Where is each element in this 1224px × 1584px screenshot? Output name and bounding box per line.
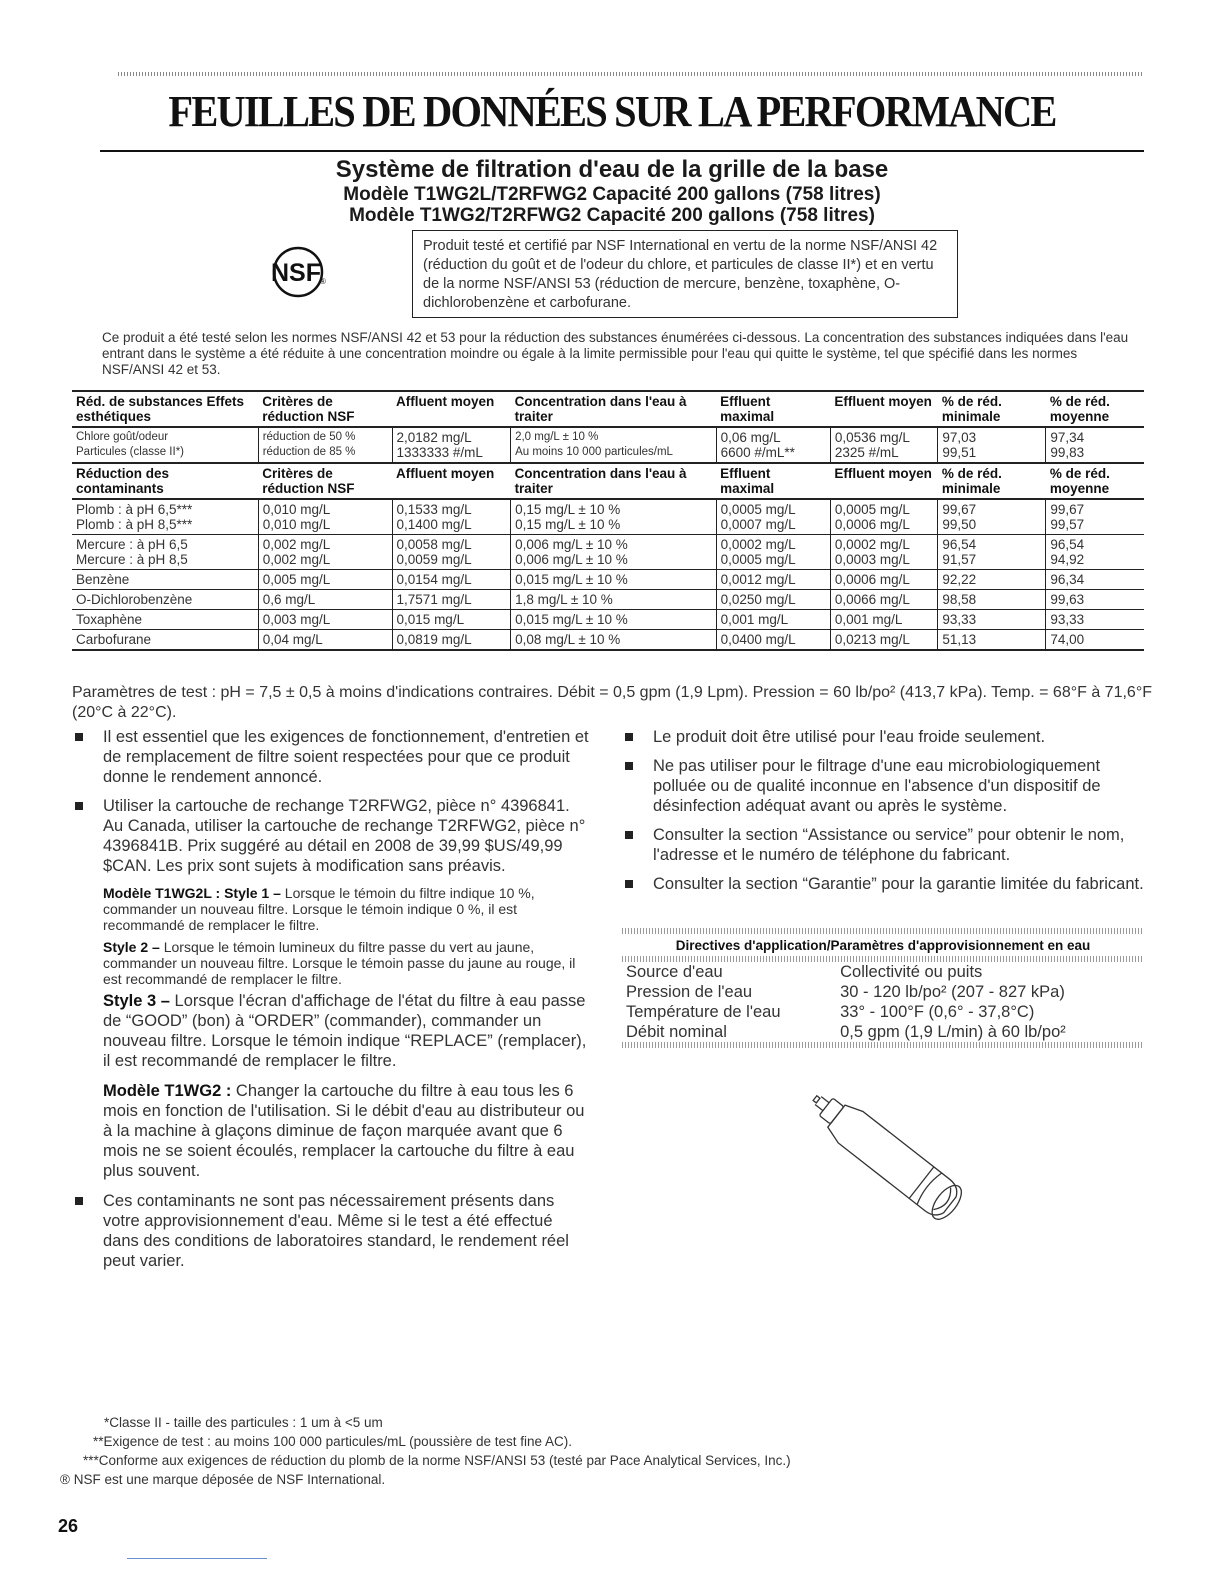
t1wg2-note (103, 1081, 592, 1181)
table-cell: 0,005 mg/L (258, 570, 392, 590)
table-cell: 0,003 mg/L (258, 610, 392, 630)
table-cell: 97,34 99,83 (1046, 427, 1144, 463)
table-cell: 0,001 mg/L (716, 610, 830, 630)
directive-value: 33° - 100°F (0,6° - 37,8°C) (840, 1003, 1035, 1021)
table-cell: Carbofurane (72, 630, 258, 651)
style3-label: Style 3 – (103, 992, 170, 1010)
table-cell: Plomb : à pH 6,5*** Plomb : à pH 8,5*** (72, 499, 258, 535)
table-cell: 0,0005 mg/L 0,0006 mg/L (830, 499, 938, 535)
directive-value: Collectivité ou puits (840, 963, 983, 981)
page-number: 26 (58, 1516, 79, 1536)
bullet-item: Consulter la section “Garantie” pour la garantie limitée du fabricant. (622, 874, 1144, 894)
bullet-item: Ces contaminants ne sont pas nécessairement présents dans votre approvisionnement d'eau. Même si le test a été effectué dans des conditions de laboratoires standard, le rendement réel peut varier. (72, 1191, 592, 1271)
table-header-cell: Affluent moyen (392, 391, 511, 427)
nsf-logo (258, 246, 338, 298)
nsf-logo-text: NSF (271, 259, 321, 287)
footnotes (60, 1413, 1060, 1489)
bullet-item: Ne pas utiliser pour le filtrage d'une eau microbiologiquement polluée ou de qualité inconnue en l'absence d'un dispositif de désinfection adéquat avant ou après le système. (622, 756, 1144, 816)
table-cell: Benzène (72, 570, 258, 590)
table-header-cell: % de réd. moyenne (1046, 463, 1144, 499)
table-cell: 0,0002 mg/L 0,0003 mg/L (830, 535, 938, 570)
table-cell: 99,67 99,50 (938, 499, 1046, 535)
table-cell: réduction de 50 % réduction de 85 % (258, 427, 392, 463)
directive-label: Source d'eau (626, 963, 723, 981)
style3-text: Lorsque l'écran d'affichage de l'état du filtre à eau passe de “GOOD” (bon) à “ORDER” (commander), commander un nouveau filtre. Lorsque le témoin indique “REPLACE” (remplacer), il est recommandé de remplacer le filtre. (103, 992, 587, 1070)
directive-row (622, 962, 1144, 982)
style2-label: Style 2 – (103, 939, 160, 955)
style2-note (103, 939, 592, 987)
table-cell: 99,67 99,57 (1046, 499, 1144, 535)
table-cell: Chlore goût/odeur Particules (classe II*) (72, 427, 258, 463)
contaminant-header-row (72, 463, 1144, 499)
table-cell: 0,002 mg/L 0,002 mg/L (258, 535, 392, 570)
table-header-cell: Concentration dans l'eau à traiter (511, 391, 717, 427)
table-cell: 96,54 91,57 (938, 535, 1046, 570)
style1-note (103, 885, 592, 933)
filter-cartridge-illustration (790, 1088, 990, 1228)
table-cell: 2,0182 mg/L 1333333 #/mL (392, 427, 511, 463)
bullet-item: Utiliser la cartouche de rechange T2RFWG2, pièce n° 4396841. Au Canada, utiliser la cartouche de rechange T2RFWG2, pièce n° 4396841B. Prix suggéré au détail en 2008 de 39,99 $US/49,99 $CAN. Les prix sont sujets à modification sans préavis. (72, 796, 592, 876)
table-row (72, 610, 1144, 630)
table-cell: 0,0005 mg/L 0,0007 mg/L (716, 499, 830, 535)
system-subtitle: Système de filtration d'eau de la grille de la base (335, 156, 889, 183)
table-header-cell: Critères de réduction NSF (258, 463, 392, 499)
table-cell: 93,33 (938, 610, 1046, 630)
style1-text: Lorsque le témoin du filtre indique 10 %, commander un nouveau filtre. Lorsque le témoin indique 0 %, il est recommandé de remplacer le filtre. (103, 885, 535, 933)
directive-row (622, 982, 1144, 1002)
style3-note (103, 991, 592, 1071)
table-cell: 0,1533 mg/L 0,1400 mg/L (392, 499, 511, 535)
table-row (72, 427, 1144, 463)
table-cell: 0,0213 mg/L (830, 630, 938, 651)
table-cell: 0,015 mg/L ± 10 % (511, 570, 717, 590)
table-cell: Toxaphène (72, 610, 258, 630)
directive-row (622, 1002, 1144, 1022)
table-cell: 0,015 mg/L (392, 610, 511, 630)
aesthetic-header-row (72, 391, 1144, 427)
table-cell: 2,0 mg/L ± 10 % Au moins 10 000 particules/mL (511, 427, 717, 463)
table-cell: Mercure : à pH 6,5 Mercure : à pH 8,5 (72, 535, 258, 570)
table-cell: 0,15 mg/L ± 10 % 0,15 mg/L ± 10 % (511, 499, 717, 535)
directive-label: Température de l'eau (626, 1003, 781, 1021)
directives-box (622, 928, 1144, 1048)
table-cell: 0,0002 mg/L 0,0005 mg/L (716, 535, 830, 570)
table-cell: 0,015 mg/L ± 10 % (511, 610, 717, 630)
table-row (72, 535, 1144, 570)
performance-table (72, 390, 1144, 651)
table-row (72, 590, 1144, 610)
table-cell: 0,0400 mg/L (716, 630, 830, 651)
table-cell: 0,04 mg/L (258, 630, 392, 651)
footnote: ® NSF est une marque déposée de NSF International. (60, 1472, 386, 1487)
table-header-cell: % de réd. minimale (938, 463, 1046, 499)
bullet-item: Le produit doit être utilisé pour l'eau froide seulement. (622, 727, 1144, 747)
model-line-1: Modèle T1WG2L/T2RFWG2 Capacité 200 gallons (758 litres) (343, 184, 881, 205)
table-header-cell: Effluent moyen (830, 391, 938, 427)
table-header-cell: Critères de réduction NSF (258, 391, 392, 427)
table-cell: 92,22 (938, 570, 1046, 590)
table-header-cell: Effluent maximal (716, 463, 830, 499)
table-cell: 0,0058 mg/L 0,0059 mg/L (392, 535, 511, 570)
table-header-cell: Affluent moyen (392, 463, 511, 499)
table-row (72, 499, 1144, 535)
directives-table (622, 962, 1144, 1042)
page-title: FEUILLES DE DONNÉES SUR LA PERFORMANCE (168, 87, 1056, 136)
test-parameters: Paramètres de test : pH = 7,5 ± 0,5 à moins d'indications contraires. Débit = 0,5 gpm (1,9 Lpm). Pression = 60 lb/po² (413,7 kPa). Temp. = 68°F à 71,6°F (20°C à 22°C). (72, 684, 1152, 721)
table-cell: 0,0012 mg/L (716, 570, 830, 590)
bullet-item: Il est essentiel que les exigences de fonctionnement, d'entretien et de remplacement de filtre soient respectées pour que ce produit donne le rendement annoncé. (72, 727, 592, 787)
footnote: ***Conforme aux exigences de réduction du plomb de la norme NSF/ANSI 53 (testé par Pace Analytical Services, Inc.) (83, 1453, 791, 1468)
model-line-2: Modèle T1WG2/T2RFWG2 Capacité 200 gallons (758 litres) (349, 205, 875, 226)
table-cell: 97,03 99,51 (938, 427, 1046, 463)
directive-value: 0,5 gpm (1,9 L/min) à 60 lb/po² (840, 1023, 1066, 1041)
table-cell: 1,8 mg/L ± 10 % (511, 590, 717, 610)
table-cell: 1,7571 mg/L (392, 590, 511, 610)
bottom-rule (127, 1558, 267, 1559)
directives-title: Directives d'application/Paramètres d'approvisionnement en eau (675, 938, 1091, 953)
aesthetic-rows (72, 427, 1144, 463)
table-cell: 96,34 (1046, 570, 1144, 590)
t1wg2-text: Changer la cartouche du filtre à eau tous les 6 mois en fonction de l'utilisation. Si le débit d'eau au distributeur ou à la machine à glaçons diminue de façon marquée avant que 6 mois ne se soient écoulés, remplacer la cartouche du filtre à eau plus souvent. (103, 1082, 585, 1180)
table-cell: 93,33 (1046, 610, 1144, 630)
left-column (72, 727, 592, 1280)
table-header-cell: % de réd. minimale (938, 391, 1046, 427)
table-cell: 0,006 mg/L ± 10 % 0,006 mg/L ± 10 % (511, 535, 717, 570)
table-cell: 0,6 mg/L (258, 590, 392, 610)
table-cell: 98,58 (938, 590, 1046, 610)
svg-text:®: ® (320, 277, 326, 286)
bullet-item: Consulter la section “Assistance ou service” pour obtenir le nom, l'adresse et le numéro de téléphone du fabricant. (622, 825, 1144, 865)
table-cell: 0,0066 mg/L (830, 590, 938, 610)
table-cell: 0,08 mg/L ± 10 % (511, 630, 717, 651)
table-header-cell: Effluent moyen (830, 463, 938, 499)
table-header-cell: Concentration dans l'eau à traiter (511, 463, 717, 499)
style1-label: Modèle T1WG2L : Style 1 – (103, 885, 281, 901)
right-column (622, 727, 1144, 903)
intro-paragraph: Ce produit a été testé selon les normes NSF/ANSI 42 et 53 pour la réduction des substances énumérées ci-dessous. La concentration des substances indiquées dans l'eau entrant dans le système a été réduite à une concentration moindre ou égale à la limite permissible pour l'eau qui quitte le système, tel que spécifié dans les normes NSF/ANSI 42 et 53. (102, 330, 1129, 377)
footnote: *Classe II - taille des particules : 1 um à <5 um (104, 1415, 383, 1430)
table-cell: 0,0006 mg/L (830, 570, 938, 590)
title-rule (100, 150, 1144, 152)
t1wg2-label: Modèle T1WG2 : (103, 1082, 232, 1100)
table-cell: 0,0819 mg/L (392, 630, 511, 651)
style2-text: Lorsque le témoin lumineux du filtre passe du vert au jaune, commander un nouveau filtre. Lorsque le témoin passe du jaune au rouge, il est recommandé de remplacer le filtre. (103, 939, 576, 987)
table-cell: 99,63 (1046, 590, 1144, 610)
footnote: **Exigence de test : au moins 100 000 particules/mL (poussière de test fine AC). (93, 1434, 573, 1449)
table-header-cell: Effluent maximal (716, 391, 830, 427)
table-cell: 74,00 (1046, 630, 1144, 651)
table-header-cell: % de réd. moyenne (1046, 391, 1144, 427)
directive-label: Pression de l'eau (626, 983, 753, 1001)
certification-box: Produit testé et certifié par NSF International en vertu de la norme NSF/ANSI 42 (réduction du goût et de l'odeur du chlore, et particules de classe II*) et en vertu de la norme NSF/ANSI 53 (réduction de mercure, benzène, toxaphène, O-dichlorobenzène et carbofurane. (412, 230, 958, 318)
table-header-cell: Réd. de substances Effets esthétiques (72, 391, 258, 427)
table-cell: 0,0154 mg/L (392, 570, 511, 590)
table-cell: 51,13 (938, 630, 1046, 651)
table-cell: 0,0536 mg/L 2325 #/mL (830, 427, 938, 463)
contaminant-rows (72, 499, 1144, 650)
directive-value: 30 - 120 lb/po² (207 - 827 kPa) (840, 983, 1065, 1001)
table-cell: 0,0250 mg/L (716, 590, 830, 610)
hatch-rule (622, 1042, 1144, 1048)
table-row (72, 630, 1144, 651)
table-cell: 0,001 mg/L (830, 610, 938, 630)
top-dotted-rule (118, 72, 1144, 76)
table-cell: 0,06 mg/L 6600 #/mL** (716, 427, 830, 463)
table-row (72, 570, 1144, 590)
table-header-cell: Réduction des contaminants (72, 463, 258, 499)
table-cell: O-Dichlorobenzène (72, 590, 258, 610)
table-cell: 96,54 94,92 (1046, 535, 1144, 570)
table-cell: 0,010 mg/L 0,010 mg/L (258, 499, 392, 535)
directive-row (622, 1022, 1144, 1042)
directive-label: Débit nominal (626, 1023, 727, 1041)
